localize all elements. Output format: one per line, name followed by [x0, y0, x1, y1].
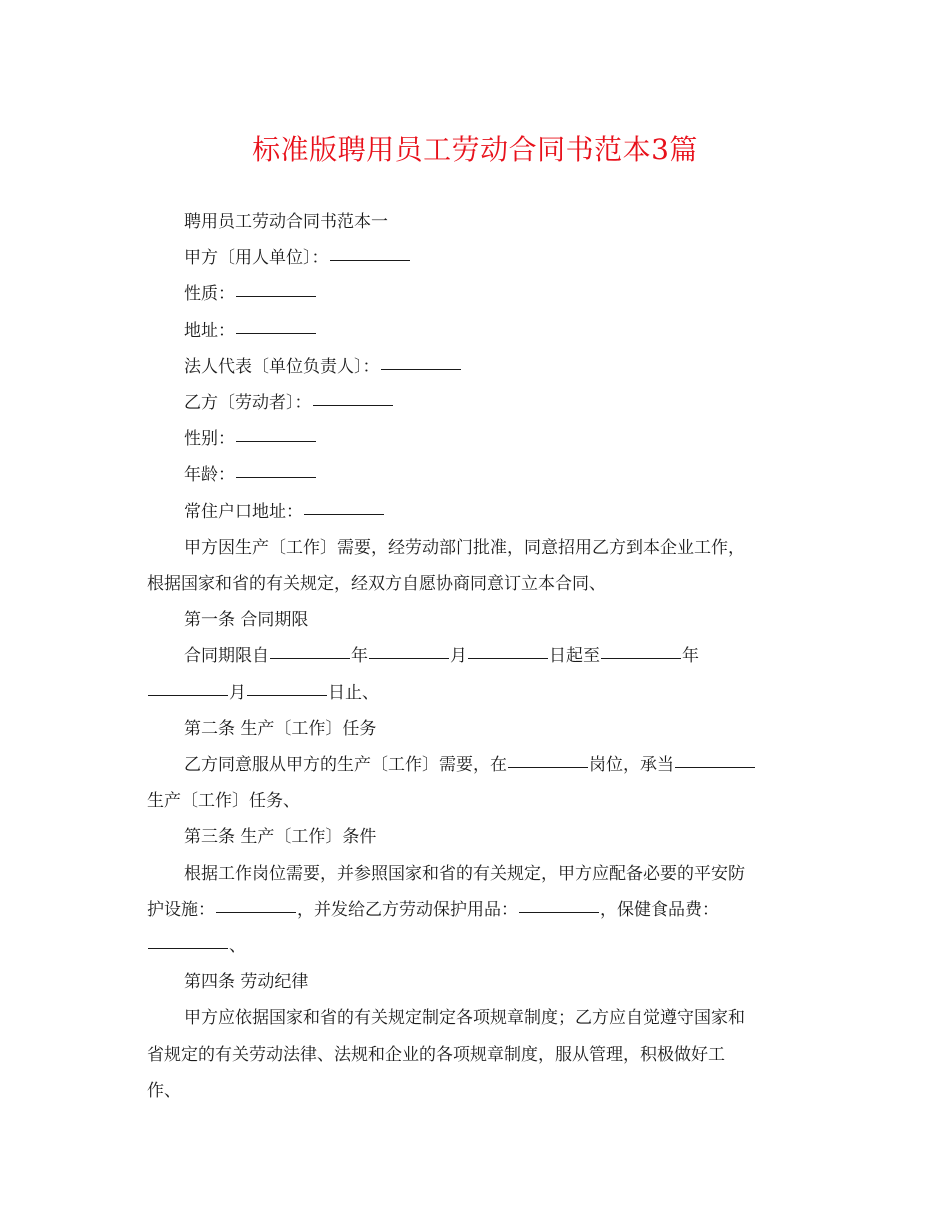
field-gender: [147, 421, 807, 457]
blank-line: [148, 694, 228, 696]
blank-line: [216, 911, 296, 913]
blank-line: [304, 513, 384, 515]
text: ，保健食品费：: [600, 899, 719, 920]
field-label: 性别：: [184, 429, 235, 450]
article-2-body-cont: 生产〔工作〕任务、: [147, 791, 300, 812]
text: 岗位，承当: [589, 755, 674, 776]
text: 年: [351, 646, 368, 667]
intro-paragraph: 甲方因生产〔工作〕需要，经劳动部门批准，同意招用乙方到本企业工作，: [184, 537, 745, 558]
blank-line: [330, 259, 410, 261]
article-4-body: 甲方应依据国家和省的有关规定制定各项规章制度；乙方应自觉遵守国家和: [184, 1008, 745, 1029]
blank-line: [601, 657, 681, 659]
blank-line: [236, 295, 316, 297]
blank-line: [148, 947, 228, 949]
article-3-body-end: [147, 928, 807, 964]
article-1-heading: 第一条 合同期限: [184, 610, 309, 631]
field-label: 地址：: [184, 320, 235, 341]
article-4-body-cont: 省规定的有关劳动法律、法规和企业的各项规章制度，服从管理，积极做好工: [147, 1044, 725, 1065]
text: 、: [229, 936, 246, 957]
article-1-term-cont: [147, 675, 807, 711]
text: 护设施：: [147, 899, 215, 920]
article-4-heading: 第四条 劳动纪律: [184, 972, 309, 993]
field-label: 乙方〔劳动者〕：: [184, 393, 312, 414]
article-2-heading: 第二条 生产〔工作〕任务: [184, 718, 377, 739]
document-body: [147, 204, 807, 1109]
field-nature: [147, 276, 807, 312]
text: 合同期限自: [184, 646, 269, 667]
article-2-body: [147, 747, 807, 783]
text: 月: [450, 646, 467, 667]
intro-paragraph-cont: 根据国家和省的有关规定，经双方自愿协商同意订立本合同、: [147, 574, 606, 595]
field-label: 常住户口地址：: [184, 501, 303, 522]
text: 月: [229, 682, 246, 703]
blank-line: [236, 440, 316, 442]
field-party-b: [147, 385, 807, 421]
blank-line: [519, 911, 599, 913]
text: 日起至: [549, 646, 600, 667]
field-address: [147, 313, 807, 349]
field-party-a: [147, 240, 807, 276]
document-title: 标准版聘用员工劳动合同书范本3篇: [252, 133, 698, 166]
article-1-term: [147, 638, 807, 674]
text: 年: [682, 646, 699, 667]
field-label: 年龄：: [184, 465, 235, 486]
text: 日止、: [328, 682, 379, 703]
field-residence: [147, 494, 807, 530]
field-label: 甲方〔用人单位〕：: [184, 248, 329, 269]
blank-line: [236, 476, 316, 478]
article-3-body-cont: [147, 892, 807, 928]
article-4-body-end: 作、: [147, 1080, 181, 1101]
article-3-heading: 第三条 生产〔工作〕条件: [184, 827, 377, 848]
blank-line: [369, 657, 449, 659]
blank-line: [468, 657, 548, 659]
text: ，并发给乙方劳动保护用品：: [297, 899, 518, 920]
field-label: 法人代表〔单位负责人〕：: [184, 356, 380, 377]
blank-line: [381, 368, 461, 370]
blank-line: [236, 332, 316, 334]
section-heading: 聘用员工劳动合同书范本一: [184, 212, 388, 232]
article-3-body: 根据工作岗位需要，并参照国家和省的有关规定，甲方应配备必要的平安防: [184, 863, 745, 884]
field-label: 性质：: [184, 284, 235, 305]
blank-line: [313, 404, 393, 406]
field-legal-rep: [147, 349, 807, 385]
text: 乙方同意服从甲方的生产〔工作〕需要，在: [184, 755, 507, 776]
blank-line: [508, 766, 588, 768]
field-age: [147, 457, 807, 493]
blank-line: [270, 657, 350, 659]
blank-line: [675, 766, 755, 768]
blank-line: [247, 694, 327, 696]
